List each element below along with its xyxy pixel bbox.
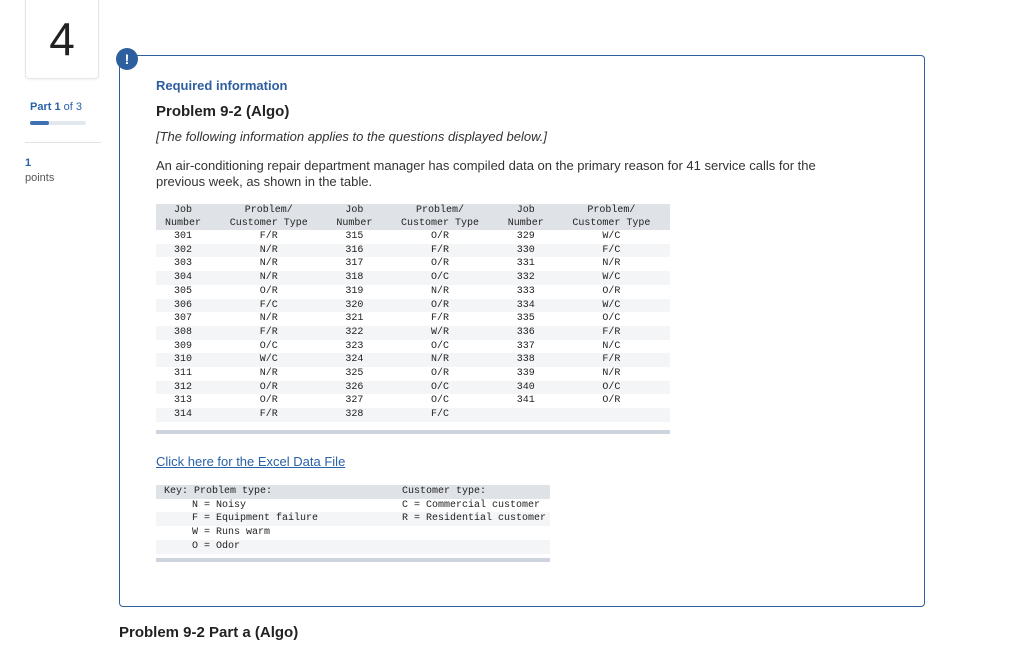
cell-problem-customer-type: F/R: [210, 326, 327, 340]
cell-job-number: 303: [174, 258, 193, 270]
cell-job-number: 321: [345, 313, 364, 325]
cell-problem-customer-type: N/R: [381, 353, 498, 367]
cell-job-number: 309: [174, 340, 193, 352]
problem-title: Problem 9-2 (Algo): [156, 103, 290, 120]
cell-problem-customer-type: N/C: [602, 340, 621, 352]
cell-problem-customer-type: N/R: [259, 368, 278, 380]
cell-job-number: 314: [156, 408, 210, 422]
cell-problem-customer-type: O/R: [259, 285, 278, 297]
cell-problem-customer-type: F/R: [553, 326, 670, 340]
table-row: [156, 257, 670, 271]
key-problem-type-header: Key: Problem type:: [156, 485, 402, 499]
cell-job-number: 318: [327, 271, 381, 285]
table-row: [156, 353, 670, 367]
cell-problem-customer-type: N/R: [259, 258, 278, 270]
cell-job-number: 338: [499, 353, 553, 367]
cell-problem-customer-type: W/C: [602, 231, 621, 242]
key-problem-item: W = Runs warm: [192, 527, 271, 539]
cell-problem-customer-type: F/R: [259, 231, 278, 242]
cell-job-number: 301: [174, 231, 193, 242]
cell-problem-customer-type: [553, 408, 670, 422]
cell-job-number: 330: [499, 244, 553, 258]
cell-job-number: 313: [174, 395, 193, 407]
table-row: [156, 312, 670, 326]
key-problem-item: N = Noisy: [192, 499, 247, 511]
table-header-row-1: [156, 204, 670, 217]
table-row: [156, 299, 670, 313]
cell-job-number: 326: [327, 381, 381, 395]
cell-job-number: 312: [156, 381, 210, 395]
header-problem-type-2: Problem/: [381, 204, 498, 217]
cell-job-number: 335: [516, 313, 535, 325]
cell-problem-customer-type: F/C: [553, 244, 670, 258]
header-problem-type-3: Problem/: [553, 204, 670, 217]
header-job-number-1: Job: [156, 204, 210, 217]
cell-problem-customer-type: O/C: [259, 340, 278, 352]
cell-problem-customer-type: O/R: [431, 231, 450, 242]
key-row: [156, 512, 550, 526]
cell-problem-customer-type: F/C: [381, 408, 498, 422]
applies-note: [The following information applies to the questions displayed below.]: [156, 129, 547, 144]
cell-problem-customer-type: W/R: [381, 326, 498, 340]
part-current: 1: [54, 101, 61, 113]
cell-job-number: 316: [327, 244, 381, 258]
cell-problem-customer-type: O/R: [259, 395, 278, 407]
table-row: [156, 230, 670, 244]
table-row: [156, 381, 670, 395]
cell-problem-customer-type: O/C: [431, 395, 450, 407]
cell-problem-customer-type: O/R: [431, 258, 450, 270]
sidebar-divider: [25, 142, 101, 143]
header-job-number-2: Job: [327, 204, 381, 217]
table-row: [156, 271, 670, 285]
cell-problem-customer-type: N/R: [431, 285, 450, 297]
cell-job-number: 307: [174, 313, 193, 325]
cell-job-number: 322: [327, 326, 381, 340]
table-footer-bar: [156, 430, 670, 434]
header-customer-type-3: Customer Type: [553, 217, 670, 230]
cell-problem-customer-type: O/C: [381, 381, 498, 395]
cell-job-number: 334: [499, 299, 553, 313]
question-number: 4: [25, 0, 99, 79]
part-label-prefix: Part: [30, 101, 52, 113]
table-row: [156, 285, 670, 299]
cell-job-number: 317: [345, 258, 364, 270]
cell-problem-customer-type: N/R: [210, 271, 327, 285]
required-information-heading: Required information: [156, 78, 288, 93]
cell-job-number: 310: [156, 353, 210, 367]
header-customer-type-2: Customer Type: [381, 217, 498, 230]
part-progress-fill: [30, 121, 49, 125]
cell-job-number: 304: [156, 271, 210, 285]
part-of: of 3: [63, 101, 83, 113]
cell-problem-customer-type: N/R: [210, 244, 327, 258]
key-customer-item: R = Residential customer: [402, 512, 550, 526]
cell-problem-customer-type: O/R: [210, 381, 327, 395]
key-problem-item: O = Odor: [156, 540, 402, 554]
cell-problem-customer-type: W/C: [553, 271, 670, 285]
cell-job-number: 311: [174, 368, 193, 380]
cell-problem-customer-type: W/C: [210, 353, 327, 367]
cell-job-number: 337: [516, 340, 535, 352]
service-calls-table: [156, 204, 670, 422]
cell-job-number: 319: [345, 285, 364, 297]
excel-data-file-link[interactable]: Click here for the Excel Data File: [156, 454, 346, 469]
header-job-number-1: Number: [156, 217, 210, 230]
cell-job-number: 320: [327, 299, 381, 313]
key-row: [156, 499, 550, 513]
cell-job-number: 332: [499, 271, 553, 285]
table-row: [156, 244, 670, 258]
cell-job-number: 333: [516, 285, 535, 297]
table-row: [156, 326, 670, 340]
cell-job-number: 306: [156, 299, 210, 313]
cell-job-number: 328: [327, 408, 381, 422]
cell-problem-customer-type: O/C: [381, 271, 498, 285]
cell-job-number: 323: [345, 340, 364, 352]
cell-problem-customer-type: O/R: [381, 299, 498, 313]
key-empty-cell: [402, 526, 550, 540]
cell-problem-customer-type: F/R: [381, 244, 498, 258]
cell-job-number: [499, 408, 553, 422]
alert-icon: !: [116, 48, 138, 70]
table-header-row-2: [156, 217, 670, 230]
cell-problem-customer-type: F/R: [210, 408, 327, 422]
cell-problem-customer-type: O/C: [602, 313, 621, 325]
cell-problem-customer-type: N/R: [602, 368, 621, 380]
cell-problem-customer-type: F/C: [210, 299, 327, 313]
table-row: [156, 394, 670, 408]
cell-job-number: 302: [156, 244, 210, 258]
cell-problem-customer-type: O/C: [431, 340, 450, 352]
key-row: [156, 526, 550, 540]
key-footer-bar: [156, 558, 550, 562]
header-problem-type-1: Problem/: [210, 204, 327, 217]
table-row: [156, 367, 670, 381]
key-row: [156, 540, 550, 554]
header-job-number-3: Number: [499, 217, 553, 230]
cell-job-number: 331: [516, 258, 535, 270]
points-label: points: [25, 172, 55, 184]
cell-job-number: 324: [327, 353, 381, 367]
cell-job-number: 340: [499, 381, 553, 395]
cell-job-number: 336: [499, 326, 553, 340]
cell-job-number: 327: [345, 395, 364, 407]
points-value: 1: [25, 157, 32, 169]
problem-intro: An air-conditioning repair department manager has compiled data on the primary reason for 41 service calls for the previous week, as shown in the table.: [156, 158, 816, 189]
cell-problem-customer-type: O/C: [553, 381, 670, 395]
cell-problem-customer-type: O/R: [431, 368, 450, 380]
part-indicator: [30, 101, 82, 113]
header-job-number-2: Number: [327, 217, 381, 230]
cell-problem-customer-type: N/R: [259, 313, 278, 325]
key-problem-item: F = Equipment failure: [156, 512, 402, 526]
cell-job-number: 305: [174, 285, 193, 297]
cell-job-number: 329: [516, 231, 535, 242]
cell-job-number: 308: [156, 326, 210, 340]
part-a-title: Problem 9-2 Part a (Algo): [119, 624, 299, 641]
cell-problem-customer-type: F/R: [553, 353, 670, 367]
cell-problem-customer-type: F/R: [431, 313, 450, 325]
cell-problem-customer-type: O/R: [602, 285, 621, 297]
key-table: [156, 485, 550, 554]
key-customer-item: C = Commercial customer: [402, 499, 541, 511]
cell-job-number: 341: [516, 395, 535, 407]
part-progress-bar: [30, 121, 86, 125]
header-customer-type-1: Customer Type: [210, 217, 327, 230]
cell-problem-customer-type: N/R: [602, 258, 621, 270]
cell-job-number: 315: [345, 231, 364, 242]
cell-problem-customer-type: W/C: [553, 299, 670, 313]
cell-job-number: 339: [516, 368, 535, 380]
key-header-row: [156, 485, 550, 499]
header-job-number-3: Job: [499, 204, 553, 217]
key-empty-cell: [402, 540, 550, 554]
table-body: [156, 230, 670, 422]
cell-problem-customer-type: O/R: [602, 395, 621, 407]
key-customer-type-header: Customer type:: [402, 485, 550, 499]
table-row: [156, 408, 670, 422]
table-row: [156, 340, 670, 354]
cell-job-number: 325: [345, 368, 364, 380]
